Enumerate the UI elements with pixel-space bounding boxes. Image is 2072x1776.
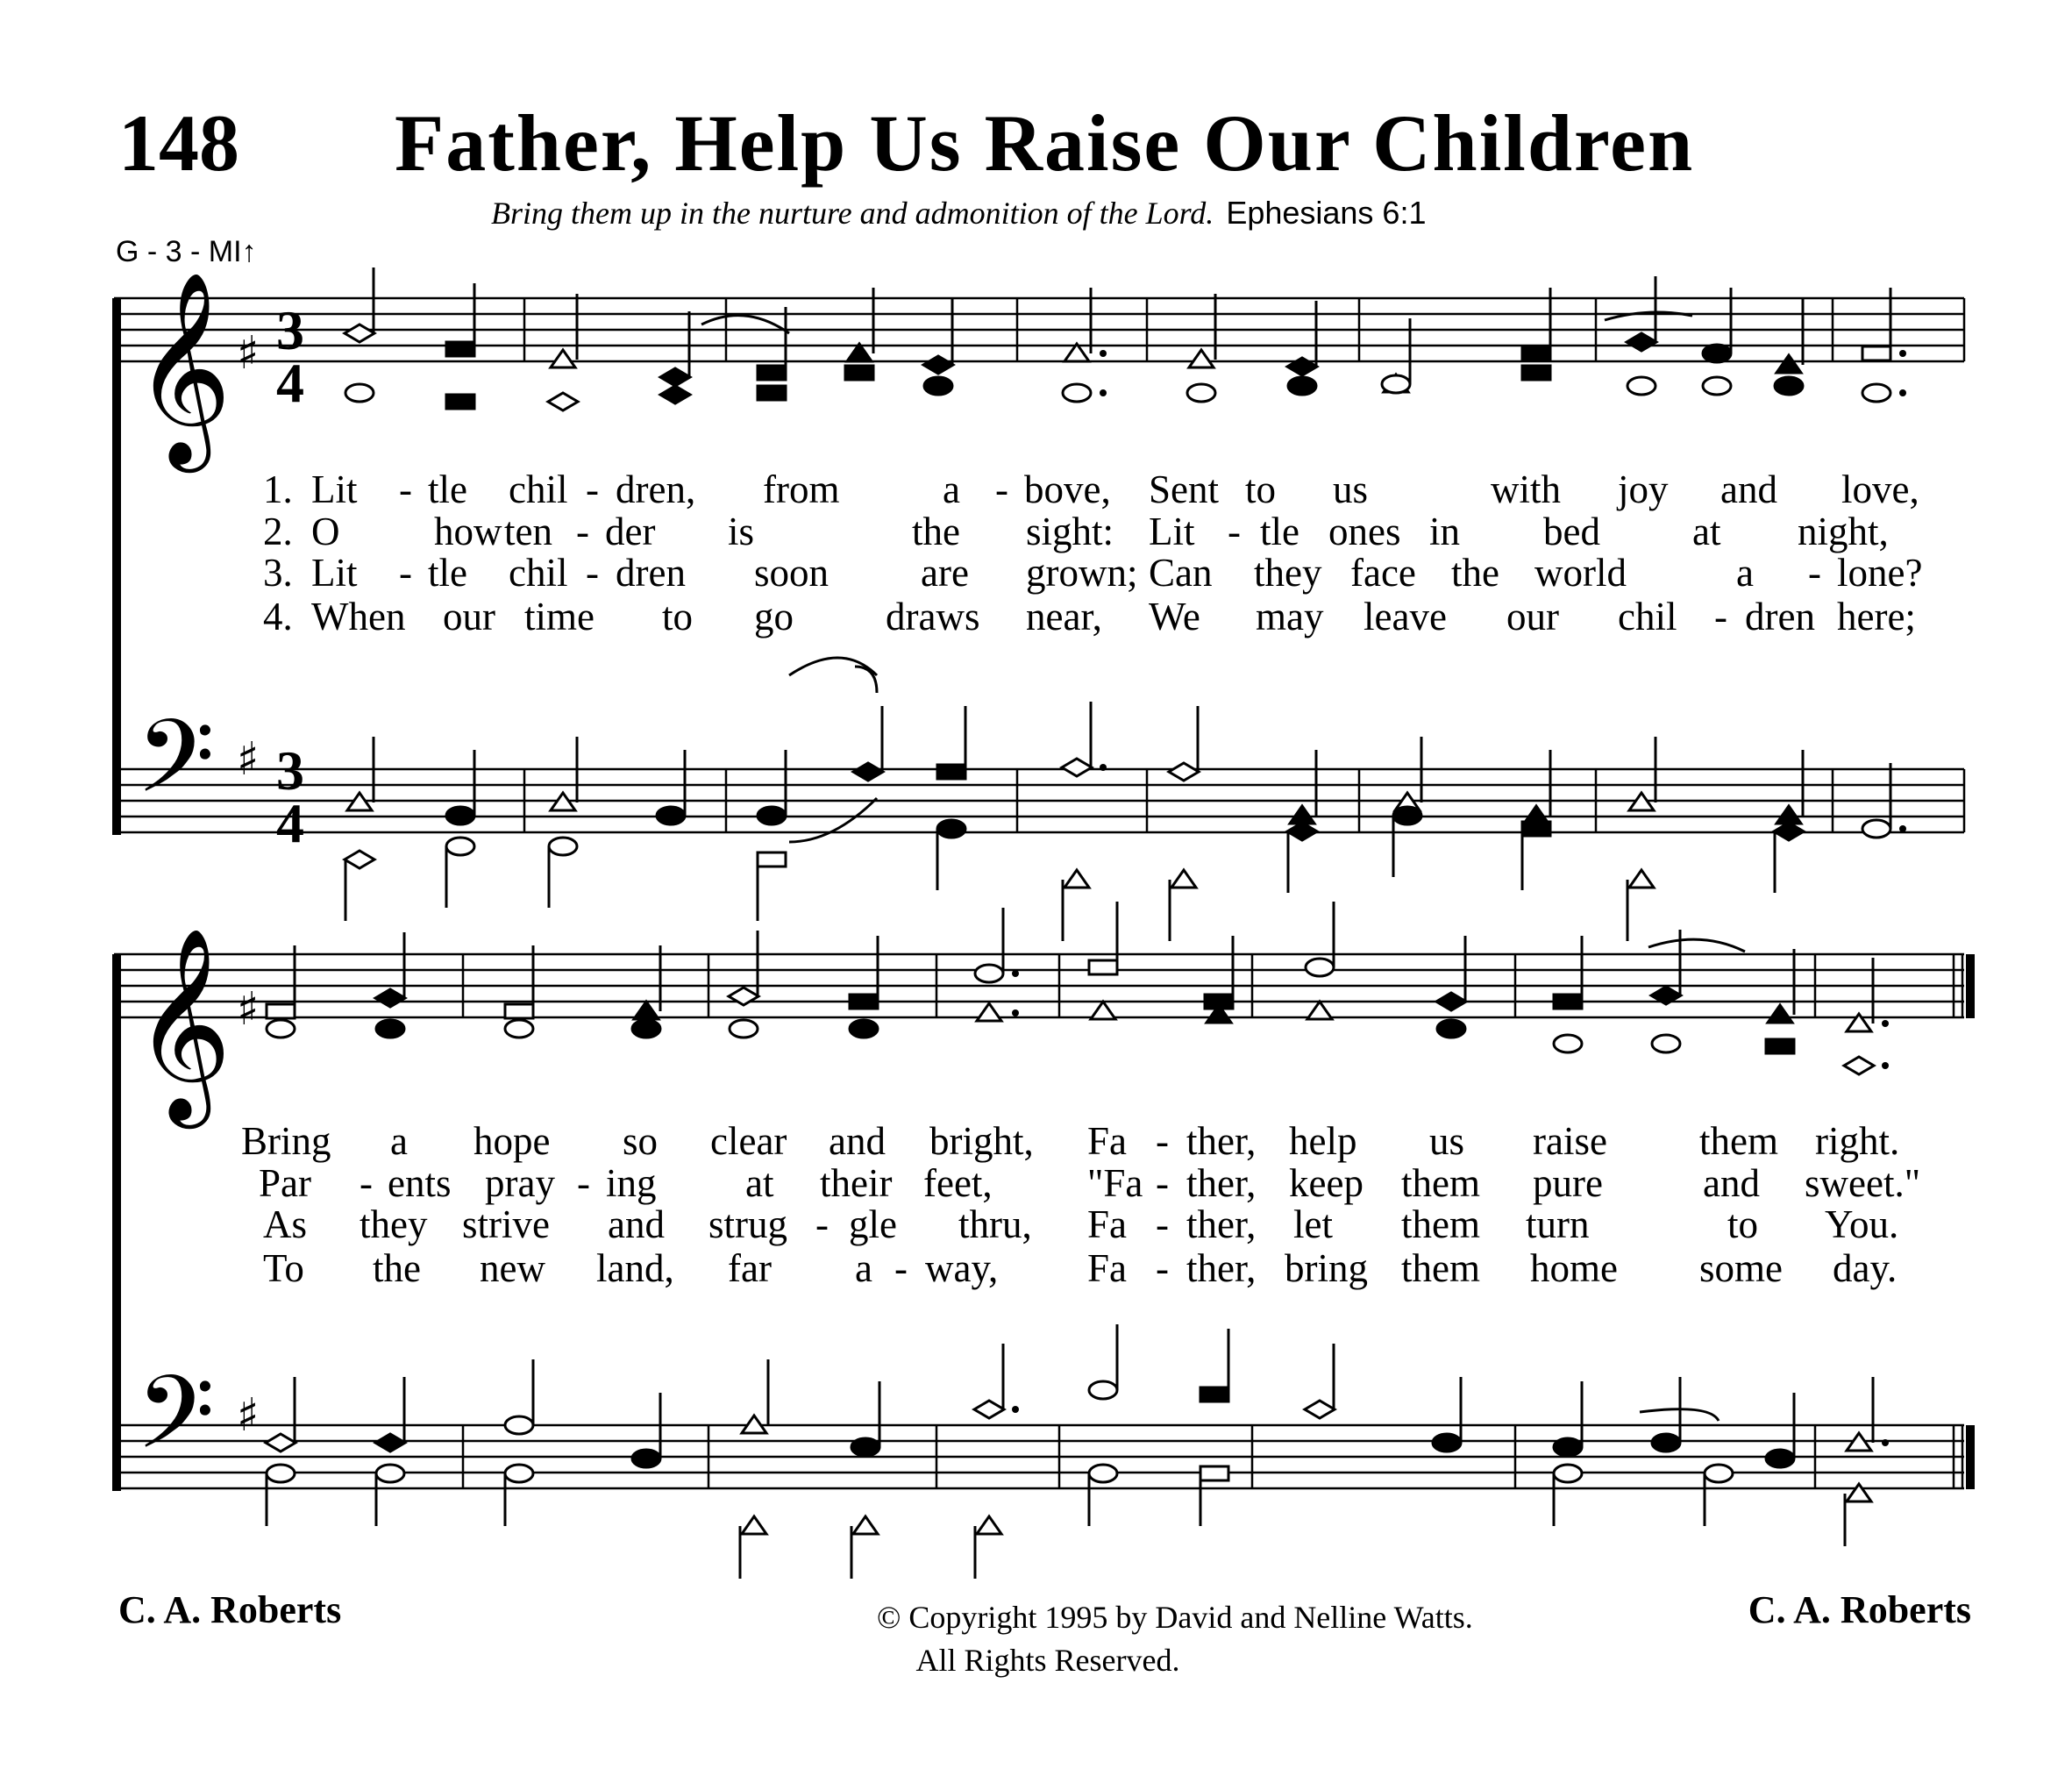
treble-clef: 𝄞 — [133, 270, 232, 464]
lyric-syllable: pure — [1533, 1161, 1603, 1205]
note-head — [1200, 1387, 1228, 1402]
note-head — [267, 1020, 295, 1038]
note-head — [1768, 1005, 1792, 1023]
note-head — [730, 1020, 758, 1038]
lyric-syllable: and — [608, 1202, 665, 1246]
lyric-syllable: tle — [428, 551, 467, 595]
lyric-syllable: - — [360, 1161, 373, 1205]
note-head — [937, 765, 965, 779]
note-head — [1862, 820, 1890, 838]
lyric-syllable: der — [605, 510, 656, 553]
bass-clef: 𝄢 — [136, 1354, 216, 1497]
lyric-syllable: help — [1289, 1119, 1357, 1163]
lyric-syllable: draws — [886, 595, 980, 638]
note-head — [632, 1020, 660, 1038]
lyric-syllable: land, — [596, 1246, 674, 1290]
lyric-syllable: pray — [485, 1161, 555, 1205]
lyric-syllable: the — [1451, 551, 1499, 595]
note-head — [375, 1434, 405, 1451]
copyright-notice — [877, 1596, 1473, 1681]
time-signature-top: 3 — [276, 299, 304, 361]
lyric-syllable: to — [1727, 1202, 1759, 1246]
lyric-syllable: a — [390, 1119, 408, 1163]
lyric-syllable: in — [1429, 510, 1461, 553]
lyric-syllable: ents — [388, 1161, 452, 1205]
lyric-syllable: them — [1401, 1161, 1480, 1205]
lyric-syllable: day. — [1833, 1246, 1898, 1290]
note-head — [1522, 366, 1550, 380]
lyric-syllable: feet, — [923, 1161, 993, 1205]
lyric-syllable: - — [586, 551, 599, 595]
note-head — [1844, 1057, 1874, 1074]
note-dot — [1100, 389, 1107, 396]
lyric-syllable: them — [1699, 1119, 1778, 1163]
note-head — [551, 350, 575, 367]
lyric-syllable: Fa — [1087, 1202, 1127, 1246]
note-head — [345, 325, 374, 342]
note-dot — [1012, 1406, 1019, 1413]
lyric-syllable: ther, — [1186, 1161, 1257, 1205]
lyric-syllable: a — [1736, 551, 1754, 595]
note-head — [850, 1020, 878, 1038]
lyric-syllable: let — [1293, 1202, 1333, 1246]
note-head — [375, 989, 405, 1007]
lyric-syllable: at — [745, 1161, 774, 1205]
lyric-syllable: a — [943, 467, 960, 511]
note-head — [974, 1401, 1004, 1418]
lyric-syllable: to — [1245, 467, 1277, 511]
note-head — [1169, 763, 1199, 781]
lyric-syllable: tle — [1260, 510, 1299, 553]
note-head — [758, 852, 786, 867]
note-head — [924, 377, 952, 395]
scripture-reference: Ephesians 6:1 — [1226, 195, 1427, 231]
lyric-syllable: so — [623, 1119, 659, 1163]
scripture-quote: Bring them up in the nurture and admonition of the Lord. — [491, 196, 1214, 231]
lyric-syllable: and — [1703, 1161, 1760, 1205]
note-head — [1847, 1484, 1871, 1501]
note-head — [742, 1516, 766, 1534]
note-head — [660, 368, 690, 386]
lyric-syllable: our — [443, 595, 495, 638]
note-head — [1774, 823, 1804, 840]
lyric-syllable: right. — [1815, 1119, 1900, 1163]
note-head — [446, 807, 474, 824]
lyric-syllable: is — [728, 510, 755, 553]
key-signature-sharp: ♯ — [237, 327, 260, 380]
lyric-syllable: ther, — [1186, 1202, 1257, 1246]
lyric-syllable: world — [1534, 551, 1627, 595]
lyric-syllable: strive — [462, 1202, 550, 1246]
lyric-syllable: - — [1156, 1119, 1169, 1163]
lyric-syllable: "Fa — [1087, 1161, 1143, 1205]
note-head — [1766, 1450, 1794, 1467]
note-head — [548, 393, 578, 410]
lyric-syllable: they — [1254, 551, 1322, 595]
note-head — [1522, 822, 1550, 836]
note-head — [345, 851, 374, 868]
music-credit: C. A. Roberts — [1748, 1588, 1971, 1631]
lyric-syllable: Fa — [1087, 1119, 1127, 1163]
note-head — [376, 1020, 404, 1038]
note-head — [1189, 350, 1214, 367]
lyric-syllable: ther, — [1186, 1246, 1257, 1290]
lyric-syllable: love, — [1841, 467, 1919, 511]
key-signature-sharp: ♯ — [237, 1389, 260, 1442]
lyric-syllable: bright, — [929, 1119, 1034, 1163]
lyric-syllable: Fa — [1087, 1246, 1127, 1290]
lyric-syllable: chil — [509, 467, 568, 511]
lyric-syllable: us — [1429, 1119, 1465, 1163]
final-barline — [1966, 954, 1975, 1018]
lyric-syllable: dren, — [616, 467, 696, 511]
lyric-syllable: Par — [259, 1161, 311, 1205]
note-head — [923, 356, 953, 374]
lyric-syllable: their — [820, 1161, 893, 1205]
lyric-syllable: Bring — [241, 1119, 331, 1163]
note-head — [1554, 995, 1582, 1009]
lyric-syllable: tle — [428, 467, 467, 511]
lyric-syllable: at — [1692, 510, 1721, 553]
lyric-syllable: a — [855, 1246, 872, 1290]
note-head — [505, 1020, 533, 1038]
note-head — [1652, 1434, 1680, 1451]
bass-clef: 𝄢 — [136, 698, 216, 841]
final-barline — [1966, 1425, 1975, 1489]
lyric-syllable: some — [1699, 1246, 1783, 1290]
lyric-syllable: - — [894, 1246, 908, 1290]
note-head — [977, 1516, 1001, 1534]
lyric-syllable: To — [263, 1246, 304, 1290]
note-head — [1063, 384, 1091, 402]
lyric-syllable: Can — [1149, 551, 1213, 595]
note-head — [632, 1450, 660, 1467]
note-head — [1089, 1465, 1117, 1482]
lyric-syllable: 2. — [263, 510, 293, 553]
note-head — [1089, 1381, 1117, 1399]
note-head — [937, 820, 965, 838]
note-dot — [1899, 389, 1906, 396]
system-bracket — [112, 298, 121, 835]
note-head — [1306, 959, 1334, 976]
lyric-syllable: new — [480, 1246, 545, 1290]
note-dot — [1899, 350, 1906, 357]
note-head — [975, 965, 1003, 982]
note-head — [977, 1003, 1001, 1021]
lyric-syllable: home — [1530, 1246, 1618, 1290]
note-head — [1305, 1401, 1335, 1418]
lyric-syllable: keep — [1289, 1161, 1364, 1205]
note-head — [1089, 960, 1117, 974]
lyric-syllable: raise — [1533, 1119, 1607, 1163]
lyric-syllable: - — [1156, 1202, 1169, 1246]
lyric-syllable: them — [1401, 1246, 1480, 1290]
note-head — [1436, 993, 1466, 1010]
note-dot — [1100, 350, 1107, 357]
note-head — [758, 807, 786, 824]
words-credit: C. A. Roberts — [118, 1588, 342, 1631]
note-head — [505, 1416, 533, 1434]
time-signature-bottom: 4 — [276, 352, 304, 414]
hymn-number: 148 — [118, 98, 239, 188]
lyric-syllable: - — [1156, 1161, 1169, 1205]
lyric-syllable: lone? — [1837, 551, 1923, 595]
note-head — [1777, 806, 1801, 824]
note-head — [1627, 333, 1656, 351]
lyric-syllable: 1. — [263, 467, 293, 511]
note-dot — [1882, 1439, 1889, 1446]
note-head — [1288, 377, 1316, 395]
key-signature-sharp: ♯ — [237, 983, 260, 1036]
lyric-syllable: face — [1350, 551, 1416, 595]
note-head — [1627, 377, 1655, 395]
lyric-syllable: hope — [473, 1119, 551, 1163]
note-head — [1777, 355, 1801, 373]
note-dot — [1100, 764, 1107, 771]
lyric-syllable: - — [1714, 595, 1727, 638]
copyright-line: © Copyright 1995 by David and Nelline Watts. — [877, 1600, 1473, 1635]
lyric-syllable: As — [263, 1202, 308, 1246]
lyric-syllable: ten — [504, 510, 552, 553]
note-head — [266, 1434, 295, 1451]
note-head — [267, 1465, 295, 1482]
lyric-syllable: here; — [1837, 595, 1916, 638]
note-head — [1064, 870, 1089, 888]
note-head — [446, 395, 474, 409]
note-dot — [1899, 825, 1906, 832]
lyric-syllable: We — [1149, 595, 1200, 638]
time-signature-bottom: 4 — [276, 792, 304, 854]
note-head — [376, 1465, 404, 1482]
lyric-syllable: ones — [1328, 510, 1401, 553]
note-head — [267, 1004, 295, 1018]
lyric-syllable: thru, — [958, 1202, 1032, 1246]
note-head — [345, 384, 374, 402]
lyric-syllable: sight: — [1026, 510, 1114, 553]
lyric-syllable: dren — [616, 551, 686, 595]
lyric-syllable: - — [399, 467, 412, 511]
note-head — [1062, 759, 1092, 776]
note-head — [1187, 384, 1215, 402]
note-head — [1705, 1465, 1733, 1482]
lyric-syllable: chil — [509, 551, 568, 595]
lyric-syllable: - — [399, 551, 412, 595]
lyric-syllable: they — [360, 1202, 428, 1246]
note-head — [850, 995, 878, 1009]
note-head — [1433, 1434, 1461, 1451]
note-head — [1554, 1035, 1582, 1052]
treble-clef: 𝄞 — [133, 926, 232, 1120]
rights-line: All Rights Reserved. — [915, 1642, 1180, 1678]
lyric-syllable: ing — [606, 1161, 657, 1205]
lyric-syllable: - — [576, 510, 589, 553]
lyric-syllable: with — [1491, 467, 1562, 511]
lyric-syllable: - — [577, 1161, 590, 1205]
lyric-syllable: us — [1333, 467, 1369, 511]
lyric-syllable: 4. — [263, 595, 293, 638]
lyric-syllable: bring — [1285, 1246, 1368, 1290]
lyric-syllable: strug — [708, 1202, 787, 1246]
note-head — [1290, 806, 1314, 824]
note-dot — [1012, 970, 1019, 977]
lyric-syllable: - — [815, 1202, 829, 1246]
time-signature-top: 3 — [276, 739, 304, 802]
note-head — [1775, 377, 1803, 395]
note-head — [1862, 384, 1890, 402]
lyric-syllable: far — [728, 1246, 772, 1290]
lyric-syllable: dren — [1745, 595, 1815, 638]
lyric-syllable: soon — [754, 551, 830, 595]
note-head — [1200, 1466, 1228, 1480]
lyric-syllable: - — [995, 467, 1008, 511]
lyric-syllable: 3. — [263, 551, 293, 595]
lyric-syllable: - — [1808, 551, 1821, 595]
lyric-syllable: - — [586, 467, 599, 511]
lyric-syllable: grown; — [1026, 551, 1138, 595]
note-head — [1652, 1035, 1680, 1052]
note-dot — [1882, 1020, 1889, 1027]
note-head — [1393, 807, 1421, 824]
lyric-syllable: way, — [925, 1246, 999, 1290]
lyric-syllable: near, — [1026, 595, 1102, 638]
lyric-syllable: bove, — [1024, 467, 1111, 511]
lyric-syllable: how — [434, 510, 502, 553]
note-head — [657, 807, 685, 824]
note-head — [1862, 346, 1890, 360]
lyric-syllable: joy — [1618, 467, 1669, 511]
note-head — [1554, 1438, 1582, 1456]
lyric-syllable: the — [373, 1246, 421, 1290]
hymn-title: Father, Help Us Raise Our Children — [395, 98, 1695, 188]
slur — [789, 798, 877, 842]
lyric-syllable: go — [754, 595, 794, 638]
note-head — [1437, 1020, 1465, 1038]
lyric-syllable: the — [912, 510, 960, 553]
lyric-syllable: You. — [1825, 1202, 1899, 1246]
note-head — [1287, 823, 1317, 840]
note-head — [1703, 377, 1731, 395]
lyric-syllable: Lit — [1149, 510, 1195, 553]
lyric-syllable: Lit — [311, 551, 358, 595]
lyric-syllable: are — [921, 551, 969, 595]
lyric-syllable: chil — [1618, 595, 1677, 638]
note-head — [1629, 870, 1654, 888]
lyric-syllable: sweet." — [1805, 1161, 1921, 1205]
lyric-syllable: turn — [1526, 1202, 1590, 1246]
note-head — [549, 838, 577, 855]
note-head — [1382, 375, 1410, 393]
lyric-syllable: gle — [849, 1202, 897, 1246]
note-dot — [1882, 1062, 1889, 1069]
system-bracket — [112, 954, 121, 1491]
note-head — [1522, 346, 1550, 360]
note-head — [1307, 1002, 1332, 1019]
note-head — [505, 1465, 533, 1482]
note-head — [845, 366, 873, 380]
key-signature-sharp: ♯ — [237, 733, 260, 786]
note-dot — [1012, 1009, 1019, 1016]
note-head — [446, 838, 474, 855]
note-head — [1091, 1002, 1115, 1019]
note-head — [1554, 1465, 1582, 1482]
note-head — [1703, 345, 1731, 362]
lyric-syllable: may — [1256, 595, 1324, 638]
note-head — [505, 1004, 533, 1018]
lyric-syllable: When — [311, 595, 406, 638]
note-head — [853, 763, 883, 781]
note-head — [634, 1002, 659, 1019]
lyric-syllable: - — [1156, 1246, 1169, 1290]
lyric-syllable: and — [829, 1119, 886, 1163]
slur — [1648, 939, 1745, 952]
lyric-syllable: from — [763, 467, 840, 511]
lyric-syllable: clear — [710, 1119, 787, 1163]
note-head — [1766, 1039, 1794, 1053]
note-head — [1171, 870, 1196, 888]
lyric-syllable: time — [524, 595, 595, 638]
lyric-syllable: night, — [1798, 510, 1889, 553]
lyric-syllable: Lit — [311, 467, 358, 511]
lyric-syllable: - — [1228, 510, 1241, 553]
lyric-syllable: our — [1506, 595, 1559, 638]
note-head — [853, 1516, 878, 1534]
key-indicator: G - 3 - MI↑ — [116, 235, 257, 268]
lyric-syllable: and — [1720, 467, 1777, 511]
lyric-syllable: to — [662, 595, 694, 638]
note-head — [851, 1438, 879, 1456]
note-head — [758, 366, 786, 380]
lyric-syllable: O — [311, 510, 340, 553]
lyric-syllable: leave — [1364, 595, 1447, 638]
lyric-syllable: ther, — [1186, 1119, 1257, 1163]
lyric-syllable: bed — [1543, 510, 1600, 553]
lyric-syllable: Sent — [1149, 467, 1220, 511]
lyric-syllable: them — [1401, 1202, 1480, 1246]
note-head — [758, 386, 786, 400]
note-head — [660, 386, 690, 403]
note-head — [446, 342, 474, 356]
